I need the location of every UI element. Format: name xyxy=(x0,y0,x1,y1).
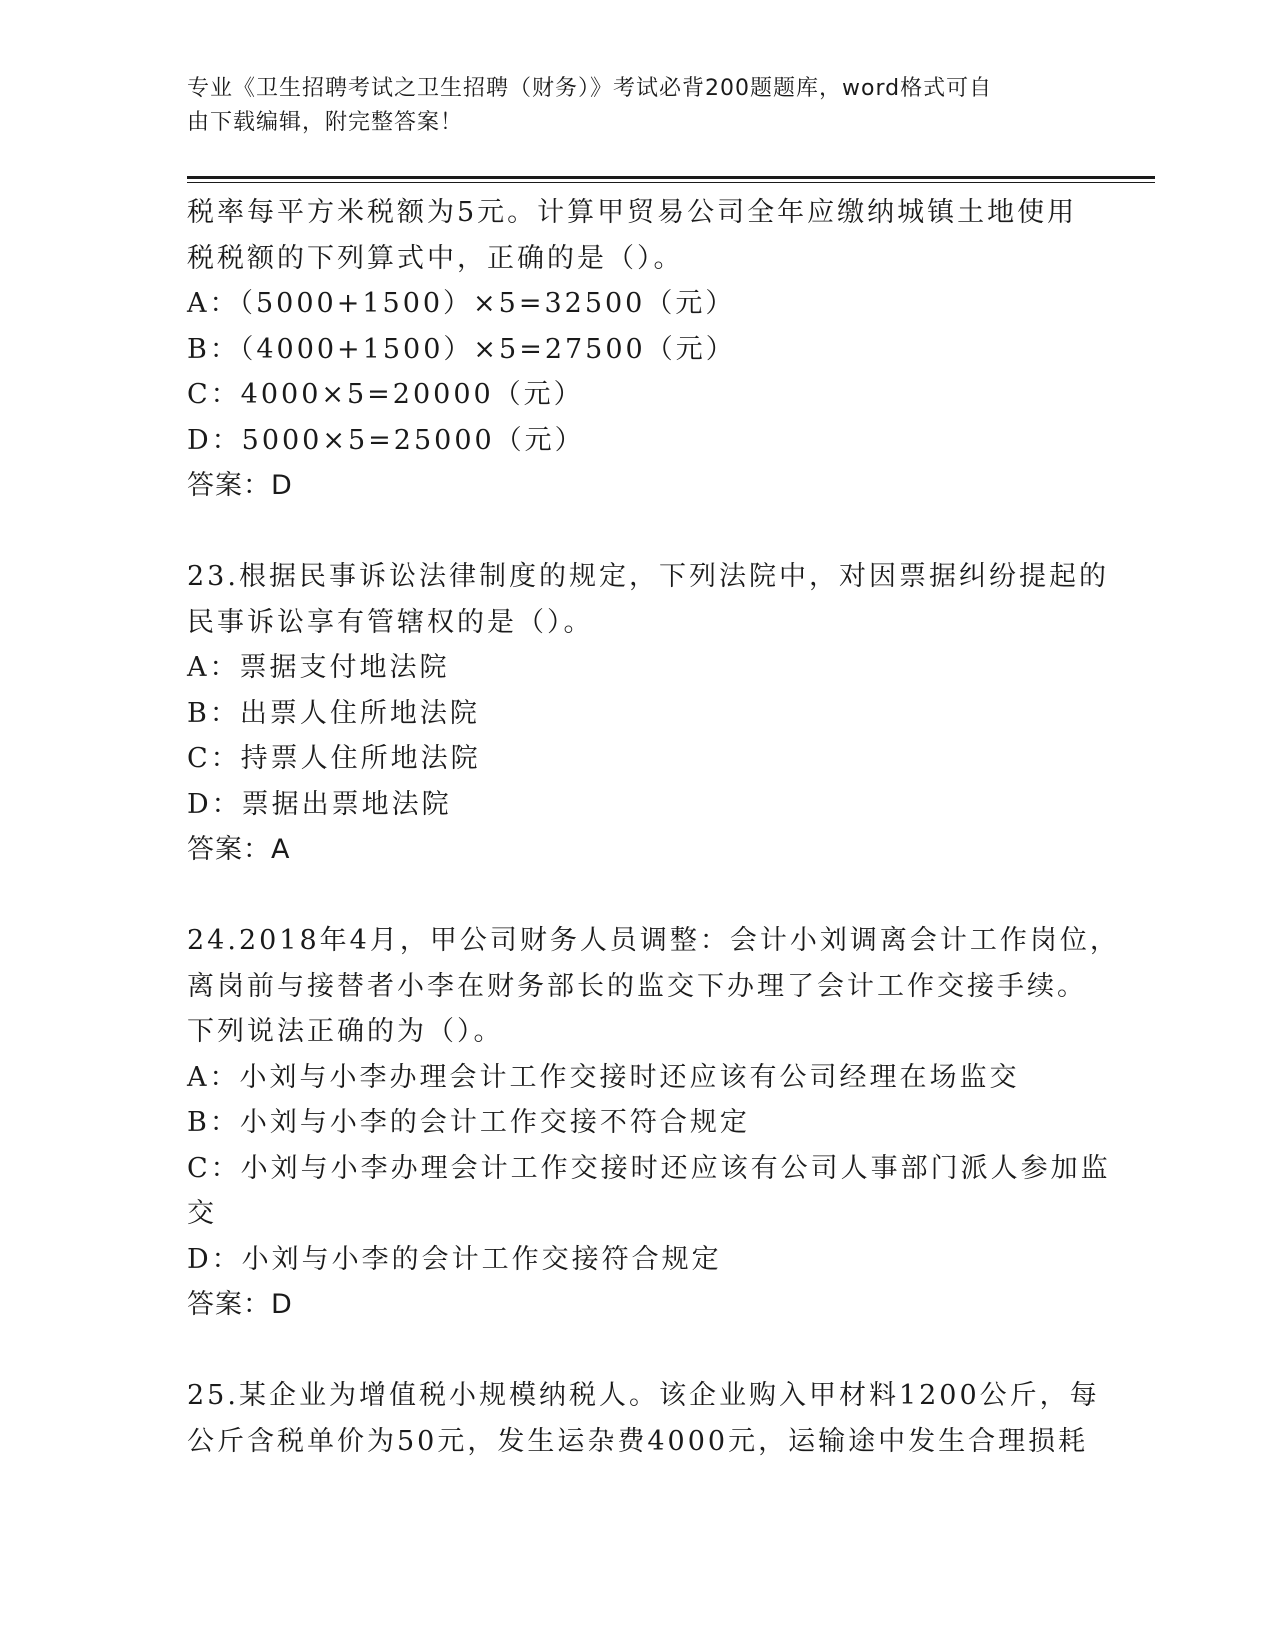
option-c: C：小刘与小李办理会计工作交接时还应该有公司人事部门派人参加监 xyxy=(187,1152,1111,1184)
question-stem-line: 离岗前与接替者小李在财务部长的监交下办理了会计工作交接手续。 xyxy=(187,970,1087,1002)
answer: 答案：A xyxy=(187,834,291,865)
header-line-1: 专业《卫生招聘考试之卫生招聘（财务）》考试必背200题题库，word格式可自 xyxy=(187,76,993,101)
document-header xyxy=(187,72,1067,140)
question-stem-line: 23.根据民事诉讼法律制度的规定，下列法院中，对因票据纠纷提起的 xyxy=(187,561,1109,592)
option-c: C：持票人住所地法院 xyxy=(187,743,481,774)
question-24 xyxy=(187,918,1120,1328)
spacer xyxy=(187,509,1087,555)
header-rule-thick xyxy=(187,176,1155,179)
option-b: B：（4000+1500）×5=27500（元） xyxy=(187,333,736,365)
question-stem-line: 25.某企业为增值税小规模纳税人。该企业购入甲材料1200公斤，每 xyxy=(187,1380,1100,1411)
option-d: D：小刘与小李的会计工作交接符合规定 xyxy=(187,1243,722,1275)
header-line-2: 由下载编辑，附完整答案！ xyxy=(187,110,464,135)
option-d: D：5000×5=25000（元） xyxy=(187,424,585,456)
question-stem-line: 24.2018年4月，甲公司财务人员调整：会计小刘调离会计工作岗位， xyxy=(187,925,1120,956)
option-c-continued: 交 xyxy=(187,1198,217,1229)
option-d: D：票据出票地法院 xyxy=(187,788,452,820)
question-22 xyxy=(187,190,1087,509)
spacer xyxy=(187,873,1087,919)
option-a: A：票据支付地法院 xyxy=(187,652,450,683)
question-23 xyxy=(187,554,1109,873)
answer: 答案：D xyxy=(187,470,293,501)
answer: 答案：D xyxy=(187,1289,293,1320)
option-c: C：4000×5=20000（元） xyxy=(187,379,584,410)
question-stem-line: 公斤含税单价为50元，发生运杂费4000元，运输途中发生合理损耗 xyxy=(187,1425,1089,1457)
option-a: A：（5000+1500）×5=32500（元） xyxy=(187,288,736,319)
header-rule-thin xyxy=(187,182,1155,183)
question-content xyxy=(187,190,1120,1464)
question-stem-line: 税税额的下列算式中，正确的是（）。 xyxy=(187,242,684,274)
question-stem-line: 税率每平方米税额为5元。计算甲贸易公司全年应缴纳城镇土地使用 xyxy=(187,197,1078,228)
question-25 xyxy=(187,1373,1100,1464)
option-b: B：小刘与小李的会计工作交接不符合规定 xyxy=(187,1107,750,1138)
spacer xyxy=(187,1328,1087,1374)
question-stem-line: 下列说法正确的为（）。 xyxy=(187,1016,504,1047)
question-stem-line: 民事诉讼享有管辖权的是（）。 xyxy=(187,606,594,638)
option-b: B：出票人住所地法院 xyxy=(187,697,480,729)
option-a: A：小刘与小李办理会计工作交接时还应该有公司经理在场监交 xyxy=(187,1061,1020,1093)
